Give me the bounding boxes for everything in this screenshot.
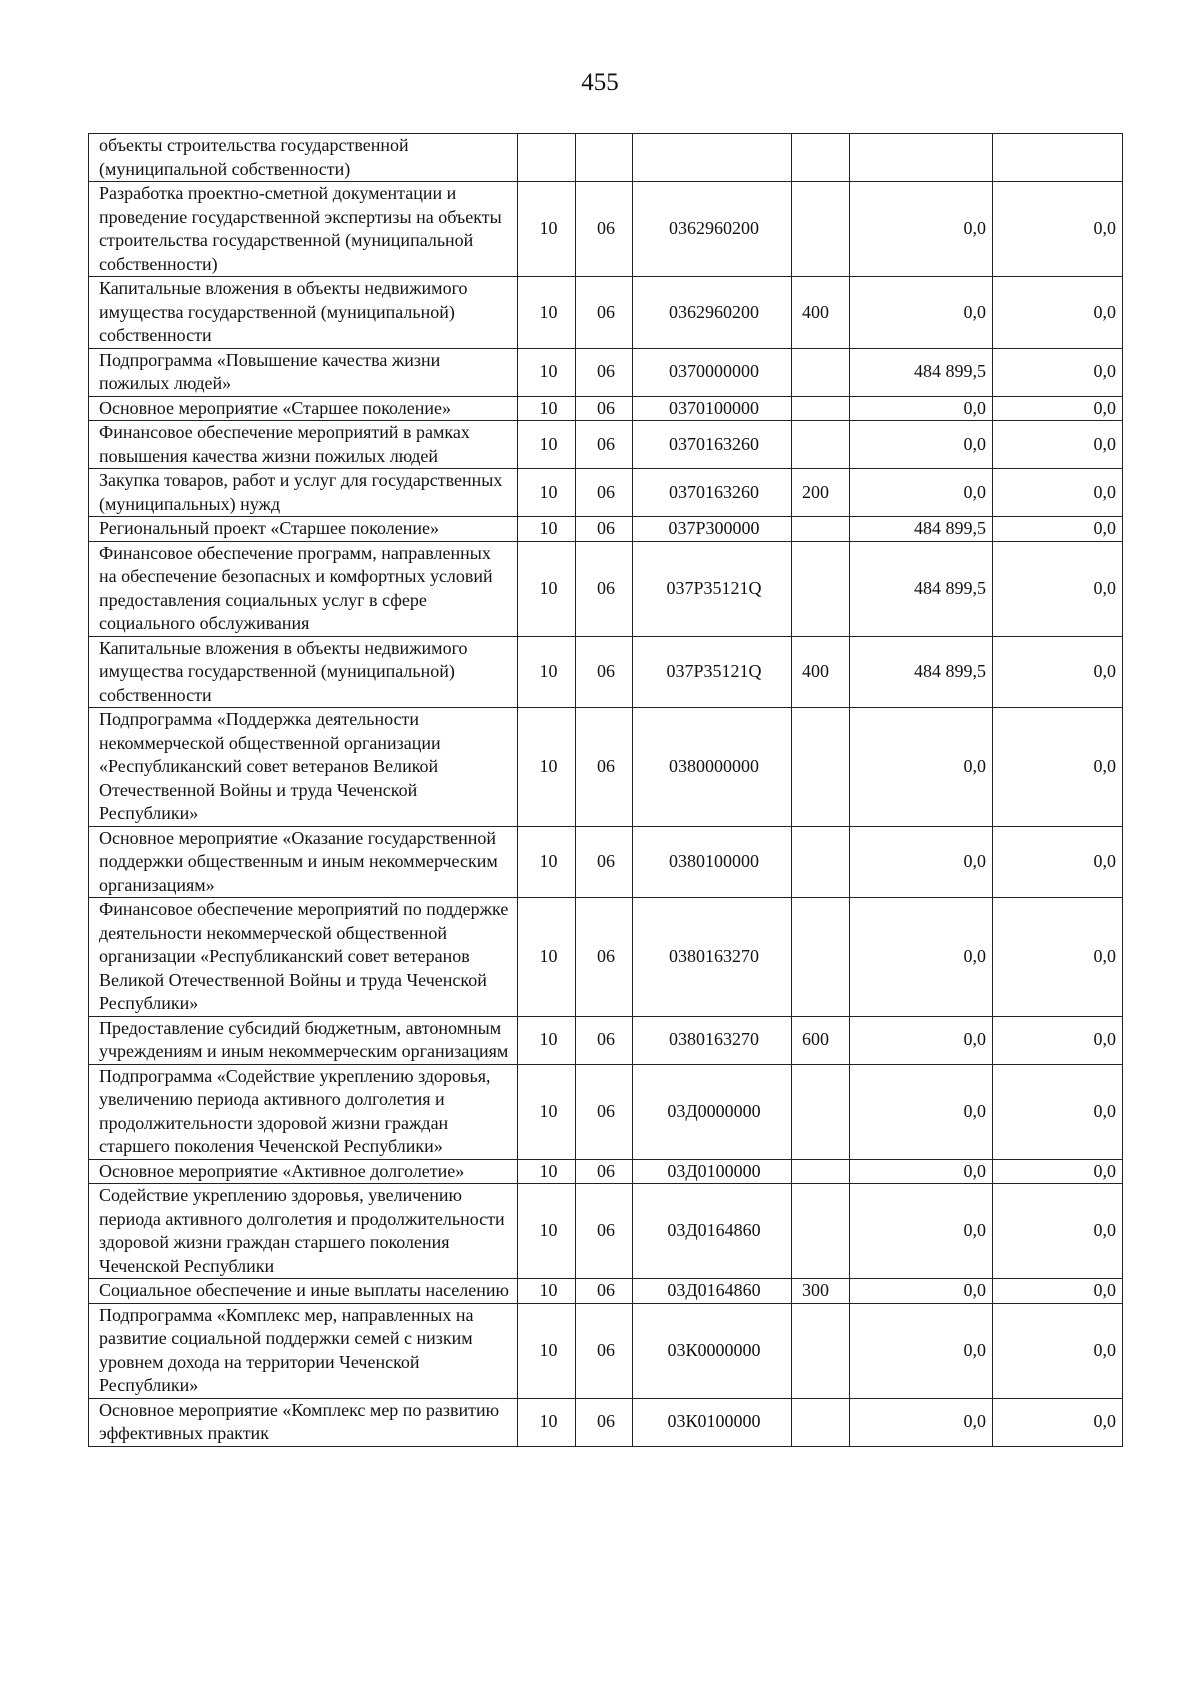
budget-table — [88, 133, 1123, 1447]
expense-type-code — [792, 348, 850, 396]
section-code: 10 — [518, 517, 576, 542]
subsection-code: 06 — [576, 182, 633, 277]
table-row — [89, 348, 1123, 396]
subsection-code: 06 — [576, 1303, 633, 1398]
section-code: 10 — [518, 826, 576, 898]
amount-year-1 — [850, 134, 993, 182]
target-article-code: 037P300000 — [633, 517, 792, 542]
amount-year-1: 0,0 — [850, 182, 993, 277]
subsection-code: 06 — [576, 1398, 633, 1446]
subsection-code: 06 — [576, 898, 633, 1017]
expense-type-code — [792, 396, 850, 421]
amount-year-2: 0,0 — [993, 1279, 1123, 1304]
row-name: Подпрограмма «Поддержка деятельности некоммерческой общественной организации «Республиканский совет ветеранов Великой Отечественной Войны и труда Чеченской Республики» — [89, 708, 518, 827]
table-row — [89, 421, 1123, 469]
subsection-code: 06 — [576, 396, 633, 421]
section-code: 10 — [518, 1303, 576, 1398]
row-name: Финансовое обеспечение мероприятий по поддержке деятельности некоммерческой общественной организации «Республиканский совет ветеранов Великой Отечественной Войны и труда Чеченской Республики» — [89, 898, 518, 1017]
section-code: 10 — [518, 277, 576, 349]
subsection-code: 06 — [576, 421, 633, 469]
expense-type-code — [792, 708, 850, 827]
amount-year-1: 484 899,5 — [850, 517, 993, 542]
section-code: 10 — [518, 541, 576, 636]
amount-year-2: 0,0 — [993, 541, 1123, 636]
amount-year-2 — [993, 134, 1123, 182]
amount-year-1: 0,0 — [850, 277, 993, 349]
table-row — [89, 134, 1123, 182]
subsection-code: 06 — [576, 826, 633, 898]
table-row — [89, 1159, 1123, 1184]
amount-year-2: 0,0 — [993, 1064, 1123, 1159]
expense-type-code: 200 — [792, 469, 850, 517]
section-code: 10 — [518, 1398, 576, 1446]
section-code — [518, 134, 576, 182]
row-name: Основное мероприятие «Активное долголетие» — [89, 1159, 518, 1184]
target-article-code: 0370163260 — [633, 469, 792, 517]
expense-type-code: 300 — [792, 1279, 850, 1304]
subsection-code: 06 — [576, 708, 633, 827]
expense-type-code — [792, 1398, 850, 1446]
amount-year-2: 0,0 — [993, 396, 1123, 421]
subsection-code: 06 — [576, 1279, 633, 1304]
amount-year-1: 0,0 — [850, 1016, 993, 1064]
amount-year-2: 0,0 — [993, 469, 1123, 517]
amount-year-1: 484 899,5 — [850, 636, 993, 708]
row-name: Финансовое обеспечение мероприятий в рамках повышения качества жизни пожилых людей — [89, 421, 518, 469]
expense-type-code — [792, 1184, 850, 1279]
amount-year-1: 0,0 — [850, 1184, 993, 1279]
target-article-code: 0380000000 — [633, 708, 792, 827]
amount-year-1: 0,0 — [850, 469, 993, 517]
amount-year-1: 0,0 — [850, 1064, 993, 1159]
table-row — [89, 1184, 1123, 1279]
section-code: 10 — [518, 469, 576, 517]
amount-year-1: 0,0 — [850, 1303, 993, 1398]
subsection-code: 06 — [576, 1016, 633, 1064]
subsection-code: 06 — [576, 469, 633, 517]
row-name: Социальное обеспечение и иные выплаты населению — [89, 1279, 518, 1304]
row-name: Разработка проектно-сметной документации и проведение государственной экспертизы на объекты строительства государственной (муниципальной собственности) — [89, 182, 518, 277]
expense-type-code: 400 — [792, 277, 850, 349]
amount-year-2: 0,0 — [993, 898, 1123, 1017]
row-name: Основное мероприятие «Комплекс мер по развитию эффективных практик — [89, 1398, 518, 1446]
subsection-code — [576, 134, 633, 182]
row-name: Закупка товаров, работ и услуг для государственных (муниципальных) нужд — [89, 469, 518, 517]
expense-type-code: 600 — [792, 1016, 850, 1064]
section-code: 10 — [518, 1016, 576, 1064]
expense-type-code: 400 — [792, 636, 850, 708]
table-row — [89, 1064, 1123, 1159]
target-article-code: 03Д0100000 — [633, 1159, 792, 1184]
table-row — [89, 277, 1123, 349]
section-code: 10 — [518, 1064, 576, 1159]
table-row — [89, 1279, 1123, 1304]
amount-year-2: 0,0 — [993, 517, 1123, 542]
row-name: Основное мероприятие «Оказание государственной поддержки общественным и иным некоммерческим организациям» — [89, 826, 518, 898]
table-row — [89, 1016, 1123, 1064]
amount-year-2: 0,0 — [993, 1016, 1123, 1064]
row-name: Капитальные вложения в объекты недвижимого имущества государственной (муниципальной) собственности — [89, 277, 518, 349]
expense-type-code — [792, 1303, 850, 1398]
expense-type-code — [792, 421, 850, 469]
target-article-code: 0380163270 — [633, 898, 792, 1017]
amount-year-1: 484 899,5 — [850, 348, 993, 396]
table-row — [89, 898, 1123, 1017]
expense-type-code — [792, 1159, 850, 1184]
row-name: Региональный проект «Старшее поколение» — [89, 517, 518, 542]
row-name: Подпрограмма «Содействие укреплению здоровья, увеличению периода активного долголетия и продолжительности здоровой жизни граждан старшего поколения Чеченской Республики» — [89, 1064, 518, 1159]
amount-year-2: 0,0 — [993, 1303, 1123, 1398]
amount-year-2: 0,0 — [993, 826, 1123, 898]
table-row — [89, 396, 1123, 421]
subsection-code: 06 — [576, 541, 633, 636]
row-name: Финансовое обеспечение программ, направленных на обеспечение безопасных и комфортных условий предоставления социальных услуг в сфере социального обслуживания — [89, 541, 518, 636]
amount-year-2: 0,0 — [993, 421, 1123, 469]
section-code: 10 — [518, 1184, 576, 1279]
table-row — [89, 826, 1123, 898]
table-row — [89, 636, 1123, 708]
subsection-code: 06 — [576, 636, 633, 708]
target-article-code: 03К0000000 — [633, 1303, 792, 1398]
amount-year-1: 0,0 — [850, 396, 993, 421]
subsection-code: 06 — [576, 1184, 633, 1279]
target-article-code — [633, 134, 792, 182]
amount-year-2: 0,0 — [993, 348, 1123, 396]
target-article-code: 0362960200 — [633, 277, 792, 349]
target-article-code: 03К0100000 — [633, 1398, 792, 1446]
page-number: 455 — [581, 69, 619, 96]
amount-year-2: 0,0 — [993, 636, 1123, 708]
target-article-code: 0362960200 — [633, 182, 792, 277]
target-article-code: 0370000000 — [633, 348, 792, 396]
row-name: Основное мероприятие «Старшее поколение» — [89, 396, 518, 421]
section-code: 10 — [518, 636, 576, 708]
amount-year-2: 0,0 — [993, 182, 1123, 277]
table-row — [89, 541, 1123, 636]
subsection-code: 06 — [576, 348, 633, 396]
amount-year-1: 0,0 — [850, 1159, 993, 1184]
amount-year-1: 484 899,5 — [850, 541, 993, 636]
subsection-code: 06 — [576, 277, 633, 349]
expense-type-code — [792, 826, 850, 898]
target-article-code: 03Д0164860 — [633, 1184, 792, 1279]
section-code: 10 — [518, 1159, 576, 1184]
expense-type-code — [792, 134, 850, 182]
table-body — [89, 134, 1123, 1447]
row-name: Предоставление субсидий бюджетным, автономным учреждениям и иным некоммерческим организациям — [89, 1016, 518, 1064]
target-article-code: 0370100000 — [633, 396, 792, 421]
row-name: Подпрограмма «Комплекс мер, направленных на развитие социальной поддержки семей с низким уровнем дохода на территории Чеченской Республики» — [89, 1303, 518, 1398]
row-name: объекты строительства государственной (муниципальной собственности) — [89, 134, 518, 182]
row-name: Капитальные вложения в объекты недвижимого имущества государственной (муниципальной) собственности — [89, 636, 518, 708]
amount-year-1: 0,0 — [850, 1398, 993, 1446]
target-article-code: 03Д0000000 — [633, 1064, 792, 1159]
amount-year-2: 0,0 — [993, 708, 1123, 827]
amount-year-2: 0,0 — [993, 1159, 1123, 1184]
table-row — [89, 708, 1123, 827]
table-row — [89, 1303, 1123, 1398]
amount-year-2: 0,0 — [993, 1398, 1123, 1446]
section-code: 10 — [518, 421, 576, 469]
row-name: Подпрограмма «Повышение качества жизни пожилых людей» — [89, 348, 518, 396]
expense-type-code — [792, 898, 850, 1017]
section-code: 10 — [518, 708, 576, 827]
section-code: 10 — [518, 898, 576, 1017]
target-article-code: 0380163270 — [633, 1016, 792, 1064]
section-code: 10 — [518, 396, 576, 421]
target-article-code: 03Д0164860 — [633, 1279, 792, 1304]
subsection-code: 06 — [576, 1064, 633, 1159]
amount-year-1: 0,0 — [850, 1279, 993, 1304]
table-row — [89, 517, 1123, 542]
target-article-code: 037P35121Q — [633, 636, 792, 708]
amount-year-1: 0,0 — [850, 826, 993, 898]
subsection-code: 06 — [576, 517, 633, 542]
target-article-code: 037P35121Q — [633, 541, 792, 636]
amount-year-1: 0,0 — [850, 898, 993, 1017]
row-name: Содействие укреплению здоровья, увеличению периода активного долголетия и продолжительности здоровой жизни граждан старшего поколения Чеченской Республики — [89, 1184, 518, 1279]
table-row — [89, 182, 1123, 277]
amount-year-1: 0,0 — [850, 708, 993, 827]
expense-type-code — [792, 517, 850, 542]
subsection-code: 06 — [576, 1159, 633, 1184]
table-row — [89, 1398, 1123, 1446]
amount-year-2: 0,0 — [993, 277, 1123, 349]
expense-type-code — [792, 541, 850, 636]
section-code: 10 — [518, 348, 576, 396]
target-article-code: 0380100000 — [633, 826, 792, 898]
target-article-code: 0370163260 — [633, 421, 792, 469]
amount-year-1: 0,0 — [850, 421, 993, 469]
section-code: 10 — [518, 1279, 576, 1304]
section-code: 10 — [518, 182, 576, 277]
expense-type-code — [792, 1064, 850, 1159]
expense-type-code — [792, 182, 850, 277]
amount-year-2: 0,0 — [993, 1184, 1123, 1279]
table-row — [89, 469, 1123, 517]
